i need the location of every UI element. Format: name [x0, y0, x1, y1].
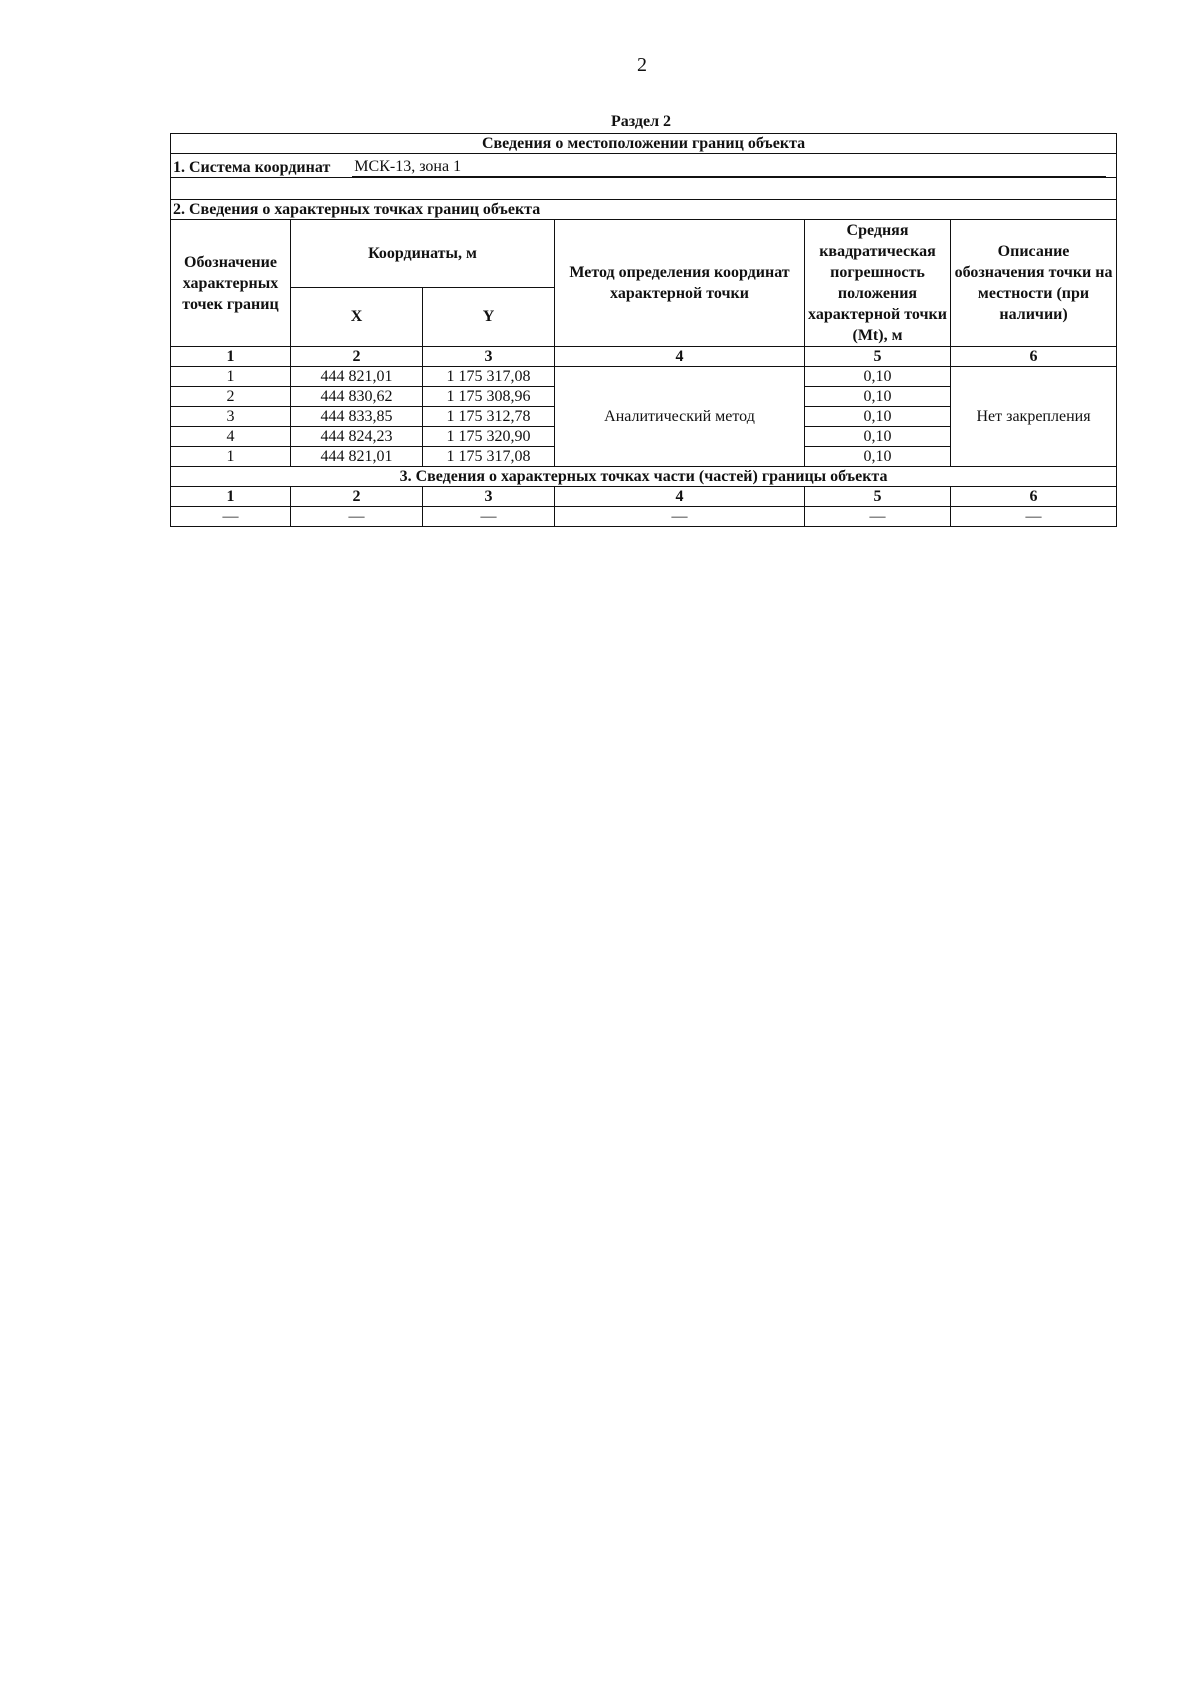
point-number: 1 — [171, 447, 291, 467]
point-number: 4 — [171, 427, 291, 447]
point-number: 3 — [171, 407, 291, 427]
column-number: 3 — [423, 347, 555, 367]
table-row — [171, 367, 1117, 387]
accuracy-value: 0,10 — [805, 427, 951, 447]
blank-row — [171, 178, 1117, 200]
accuracy-value: 0,10 — [805, 407, 951, 427]
header-y: Y — [423, 287, 555, 346]
x-coordinate: 444 821,01 — [291, 367, 423, 387]
x-coordinate: 444 830,62 — [291, 387, 423, 407]
header-accuracy: Средняя квадратическая погрешность положения характерной точки (Mt), м — [805, 220, 951, 347]
empty-dash: — — [805, 507, 951, 527]
section-title: Раздел 2 — [610, 113, 672, 130]
accuracy-value: 0,10 — [805, 447, 951, 467]
page-number: 2 — [637, 54, 647, 76]
x-coordinate: 444 821,01 — [291, 447, 423, 467]
header-description: Описание обозначения точки на местности (при наличии) — [951, 220, 1117, 347]
y-coordinate: 1 175 317,08 — [423, 447, 555, 467]
description-value: Нет закрепления — [951, 367, 1117, 467]
empty-dash: — — [951, 507, 1117, 527]
parts-section-title: 3. Сведения о характерных точках части (частей) границы объекта — [171, 467, 1117, 487]
x-coordinate: 444 824,23 — [291, 427, 423, 447]
empty-dash: — — [555, 507, 805, 527]
table-row — [171, 507, 1117, 527]
y-coordinate: 1 175 320,90 — [423, 427, 555, 447]
column-number: 6 — [951, 347, 1117, 367]
y-coordinate: 1 175 308,96 — [423, 387, 555, 407]
table-title: Сведения о местоположении границ объекта — [171, 134, 1117, 154]
column-number: 2 — [291, 487, 423, 507]
y-coordinate: 1 175 312,78 — [423, 407, 555, 427]
empty-dash: — — [291, 507, 423, 527]
coordinate-system-value: МСК-13, зона 1 — [352, 158, 1106, 177]
boundary-table — [170, 133, 1117, 527]
column-number: 1 — [171, 487, 291, 507]
y-coordinate: 1 175 317,08 — [423, 367, 555, 387]
header-x: X — [291, 287, 423, 346]
points-section-title: 2. Сведения о характерных точках границ объекта — [171, 200, 1117, 220]
method-value: Аналитический метод — [555, 367, 805, 467]
header-point-designation: Обозначение характерных точек границ — [171, 220, 291, 347]
accuracy-value: 0,10 — [805, 387, 951, 407]
column-number: 3 — [423, 487, 555, 507]
column-number: 5 — [805, 487, 951, 507]
empty-dash: — — [423, 507, 555, 527]
column-number: 5 — [805, 347, 951, 367]
point-number: 2 — [171, 387, 291, 407]
x-coordinate: 444 833,85 — [291, 407, 423, 427]
accuracy-value: 0,10 — [805, 367, 951, 387]
point-number: 1 — [171, 367, 291, 387]
column-number: 1 — [171, 347, 291, 367]
header-method: Метод определения координат характерной точки — [555, 220, 805, 347]
column-number: 4 — [555, 487, 805, 507]
coordinate-system-row — [171, 154, 1117, 178]
column-number: 6 — [951, 487, 1117, 507]
header-coordinates: Координаты, м — [291, 220, 555, 288]
column-number: 4 — [555, 347, 805, 367]
parts-column-numbers-row — [171, 487, 1117, 507]
column-number: 2 — [291, 347, 423, 367]
column-numbers-row — [171, 347, 1117, 367]
empty-dash: — — [171, 507, 291, 527]
coordinate-system-label: 1. Система координат — [173, 158, 331, 176]
